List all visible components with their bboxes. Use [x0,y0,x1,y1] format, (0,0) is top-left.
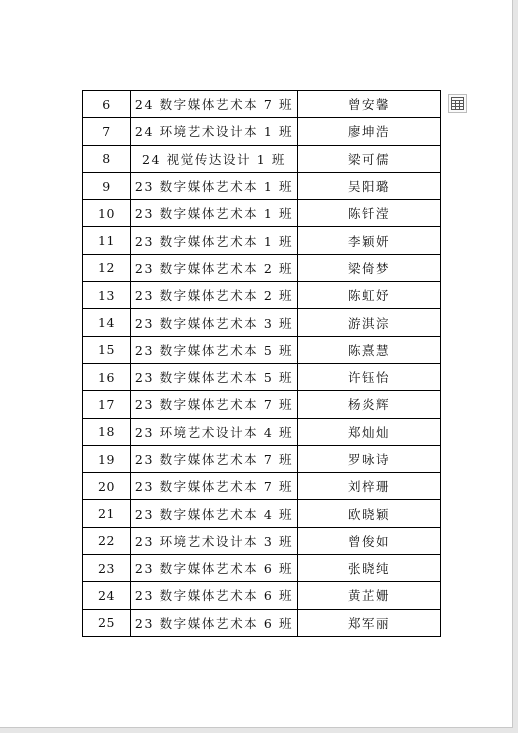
class-name-cell: 24 环境艺术设计本 1 班 [131,118,298,145]
table-grid-icon [451,97,464,110]
table-row [83,609,441,636]
class-name-cell: 23 数字媒体艺术本 7 班 [131,391,298,418]
class-name-cell: 23 数字媒体艺术本 2 班 [131,282,298,309]
student-name-cell: 陈钎滢 [298,200,441,227]
table-row [83,172,441,199]
class-name-cell: 23 数字媒体艺术本 3 班 [131,309,298,336]
table-row [83,118,441,145]
student-name-cell: 杨炎辉 [298,391,441,418]
table-row [83,227,441,254]
student-name-cell: 梁可儒 [298,145,441,172]
class-name-cell: 23 数字媒体艺术本 6 班 [131,609,298,636]
student-name-cell: 许钰怡 [298,363,441,390]
class-name-cell: 23 数字媒体艺术本 6 班 [131,582,298,609]
table-row [83,309,441,336]
student-name-cell: 吴阳璐 [298,172,441,199]
class-name-cell: 23 数字媒体艺术本 5 班 [131,336,298,363]
table-row [83,527,441,554]
class-name-cell: 24 视觉传达设计 1 班 [131,145,298,172]
row-number-cell: 13 [83,282,131,309]
row-number-cell: 22 [83,527,131,554]
row-number-cell: 11 [83,227,131,254]
table-row [83,582,441,609]
student-table-body [83,91,441,637]
student-name-cell: 陈熹慧 [298,336,441,363]
student-name-cell: 张晓纯 [298,555,441,582]
table-row [83,363,441,390]
student-name-cell: 黄芷姗 [298,582,441,609]
row-number-cell: 6 [83,91,131,118]
row-number-cell: 12 [83,254,131,281]
student-name-cell: 刘梓珊 [298,473,441,500]
class-name-cell: 23 数字媒体艺术本 1 班 [131,172,298,199]
class-name-cell: 23 数字媒体艺术本 4 班 [131,500,298,527]
row-number-cell: 21 [83,500,131,527]
table-row [83,500,441,527]
class-name-cell: 23 环境艺术设计本 3 班 [131,527,298,554]
row-number-cell: 15 [83,336,131,363]
class-name-cell: 23 数字媒体艺术本 7 班 [131,473,298,500]
table-row [83,91,441,118]
row-number-cell: 20 [83,473,131,500]
row-number-cell: 18 [83,418,131,445]
row-number-cell: 9 [83,172,131,199]
row-number-cell: 19 [83,445,131,472]
table-row [83,473,441,500]
row-number-cell: 10 [83,200,131,227]
student-name-cell: 郑灿灿 [298,418,441,445]
row-number-cell: 7 [83,118,131,145]
row-number-cell: 23 [83,555,131,582]
table-row [83,200,441,227]
row-number-cell: 16 [83,363,131,390]
class-name-cell: 23 数字媒体艺术本 1 班 [131,200,298,227]
class-name-cell: 23 环境艺术设计本 4 班 [131,418,298,445]
student-name-cell: 廖坤浩 [298,118,441,145]
student-name-cell: 陈虹妤 [298,282,441,309]
student-name-cell: 游淇淙 [298,309,441,336]
table-row [83,336,441,363]
row-number-cell: 14 [83,309,131,336]
class-name-cell: 23 数字媒体艺术本 7 班 [131,445,298,472]
table-row [83,254,441,281]
row-number-cell: 17 [83,391,131,418]
student-name-cell: 郑军丽 [298,609,441,636]
student-name-cell: 李颖妍 [298,227,441,254]
class-name-cell: 23 数字媒体艺术本 6 班 [131,555,298,582]
table-row [83,555,441,582]
student-name-cell: 曾安馨 [298,91,441,118]
row-number-cell: 25 [83,609,131,636]
row-number-cell: 8 [83,145,131,172]
class-name-cell: 23 数字媒体艺术本 2 班 [131,254,298,281]
table-row [83,418,441,445]
student-name-cell: 梁倚梦 [298,254,441,281]
student-name-cell: 欧晓颖 [298,500,441,527]
student-table [82,90,441,637]
table-row [83,282,441,309]
class-name-cell: 24 数字媒体艺术本 7 班 [131,91,298,118]
table-row [83,391,441,418]
student-name-cell: 罗咏诗 [298,445,441,472]
class-name-cell: 23 数字媒体艺术本 5 班 [131,363,298,390]
row-number-cell: 24 [83,582,131,609]
table-row [83,445,441,472]
class-name-cell: 23 数字媒体艺术本 1 班 [131,227,298,254]
table-select-handle[interactable] [448,94,467,113]
table-row [83,145,441,172]
student-name-cell: 曾俊如 [298,527,441,554]
